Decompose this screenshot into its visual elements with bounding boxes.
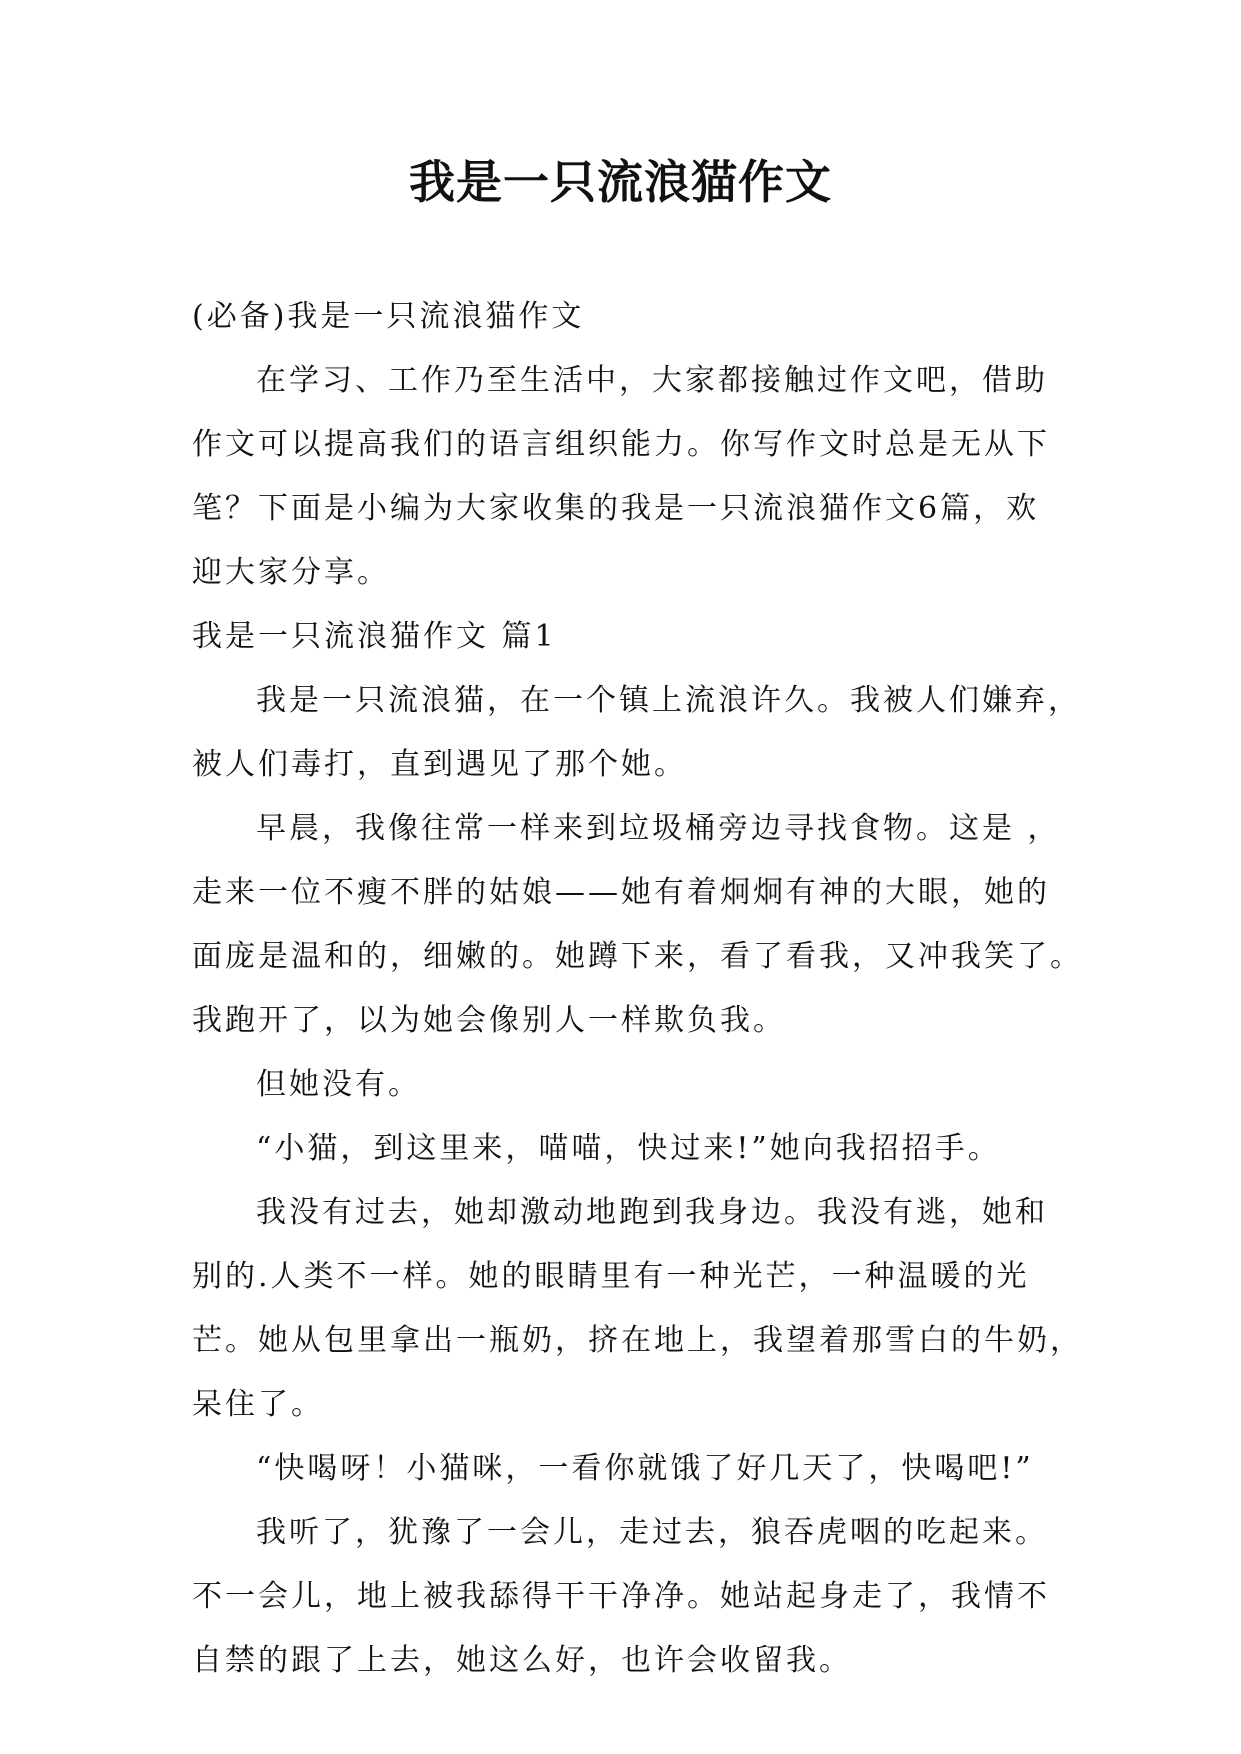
text-line: (必备)我是一只流浪猫作文: [192, 299, 585, 334]
text-line: 芒。她从包里拿出一瓶奶，挤在地上，我望着那雪白的牛奶，: [192, 1323, 1083, 1358]
text-line: 自禁的跟了上去，她这么好，也许会收留我。: [192, 1643, 852, 1678]
text-line: 作文可以提高我们的语言组织能力。你写作文时总是无从下: [192, 427, 1050, 462]
text-line: “快喝呀！小猫咪，一看你就饿了好几天了，快喝吧!”: [256, 1451, 1034, 1486]
document-title: 我是一只流浪猫作文: [409, 155, 832, 209]
text-line: 面庞是温和的，细嫩的。她蹲下来，看了看我，又冲我笑了。: [192, 939, 1083, 974]
text-line: 迎大家分享。: [192, 555, 390, 590]
text-line: 早晨，我像往常一样来到垃圾桶旁边寻找食物。这是 ，: [256, 811, 1061, 846]
text-line: 笔？下面是小编为大家收集的我是一只流浪猫作文6篇，欢: [192, 491, 1040, 526]
text-line: 我是一只流浪猫作文 篇1: [192, 619, 557, 654]
text-line: 走来一位不瘦不胖的姑娘——她有着炯炯有神的大眼，她的: [192, 875, 1050, 910]
text-line: 呆住了。: [192, 1387, 324, 1422]
text-line: “小猫，到这里来，喵喵，快过来!”她向我招招手。: [256, 1131, 1001, 1166]
text-line: 我没有过去，她却激动地跑到我身边。我没有逃，她和: [256, 1195, 1048, 1230]
document-body: [192, 285, 1083, 1693]
text-line: 在学习、工作乃至生活中，大家都接触过作文吧，借助: [256, 363, 1048, 398]
text-line: 别的.人类不一样。她的眼睛里有一种光芒，一种温暖的光: [192, 1259, 1030, 1294]
text-line: 我跑开了，以为她会像别人一样欺负我。: [192, 1003, 786, 1038]
text-line: 但她没有。: [256, 1067, 421, 1102]
text-line: 我是一只流浪猫，在一个镇上流浪许久。我被人们嫌弃，: [256, 683, 1081, 718]
text-line: 被人们毒打，直到遇见了那个她。: [192, 747, 687, 782]
text-line: 不一会儿，地上被我舔得干干净净。她站起身走了，我情不: [192, 1579, 1050, 1614]
text-line: 我听了，犹豫了一会儿，走过去，狼吞虎咽的吃起来。: [256, 1515, 1048, 1550]
